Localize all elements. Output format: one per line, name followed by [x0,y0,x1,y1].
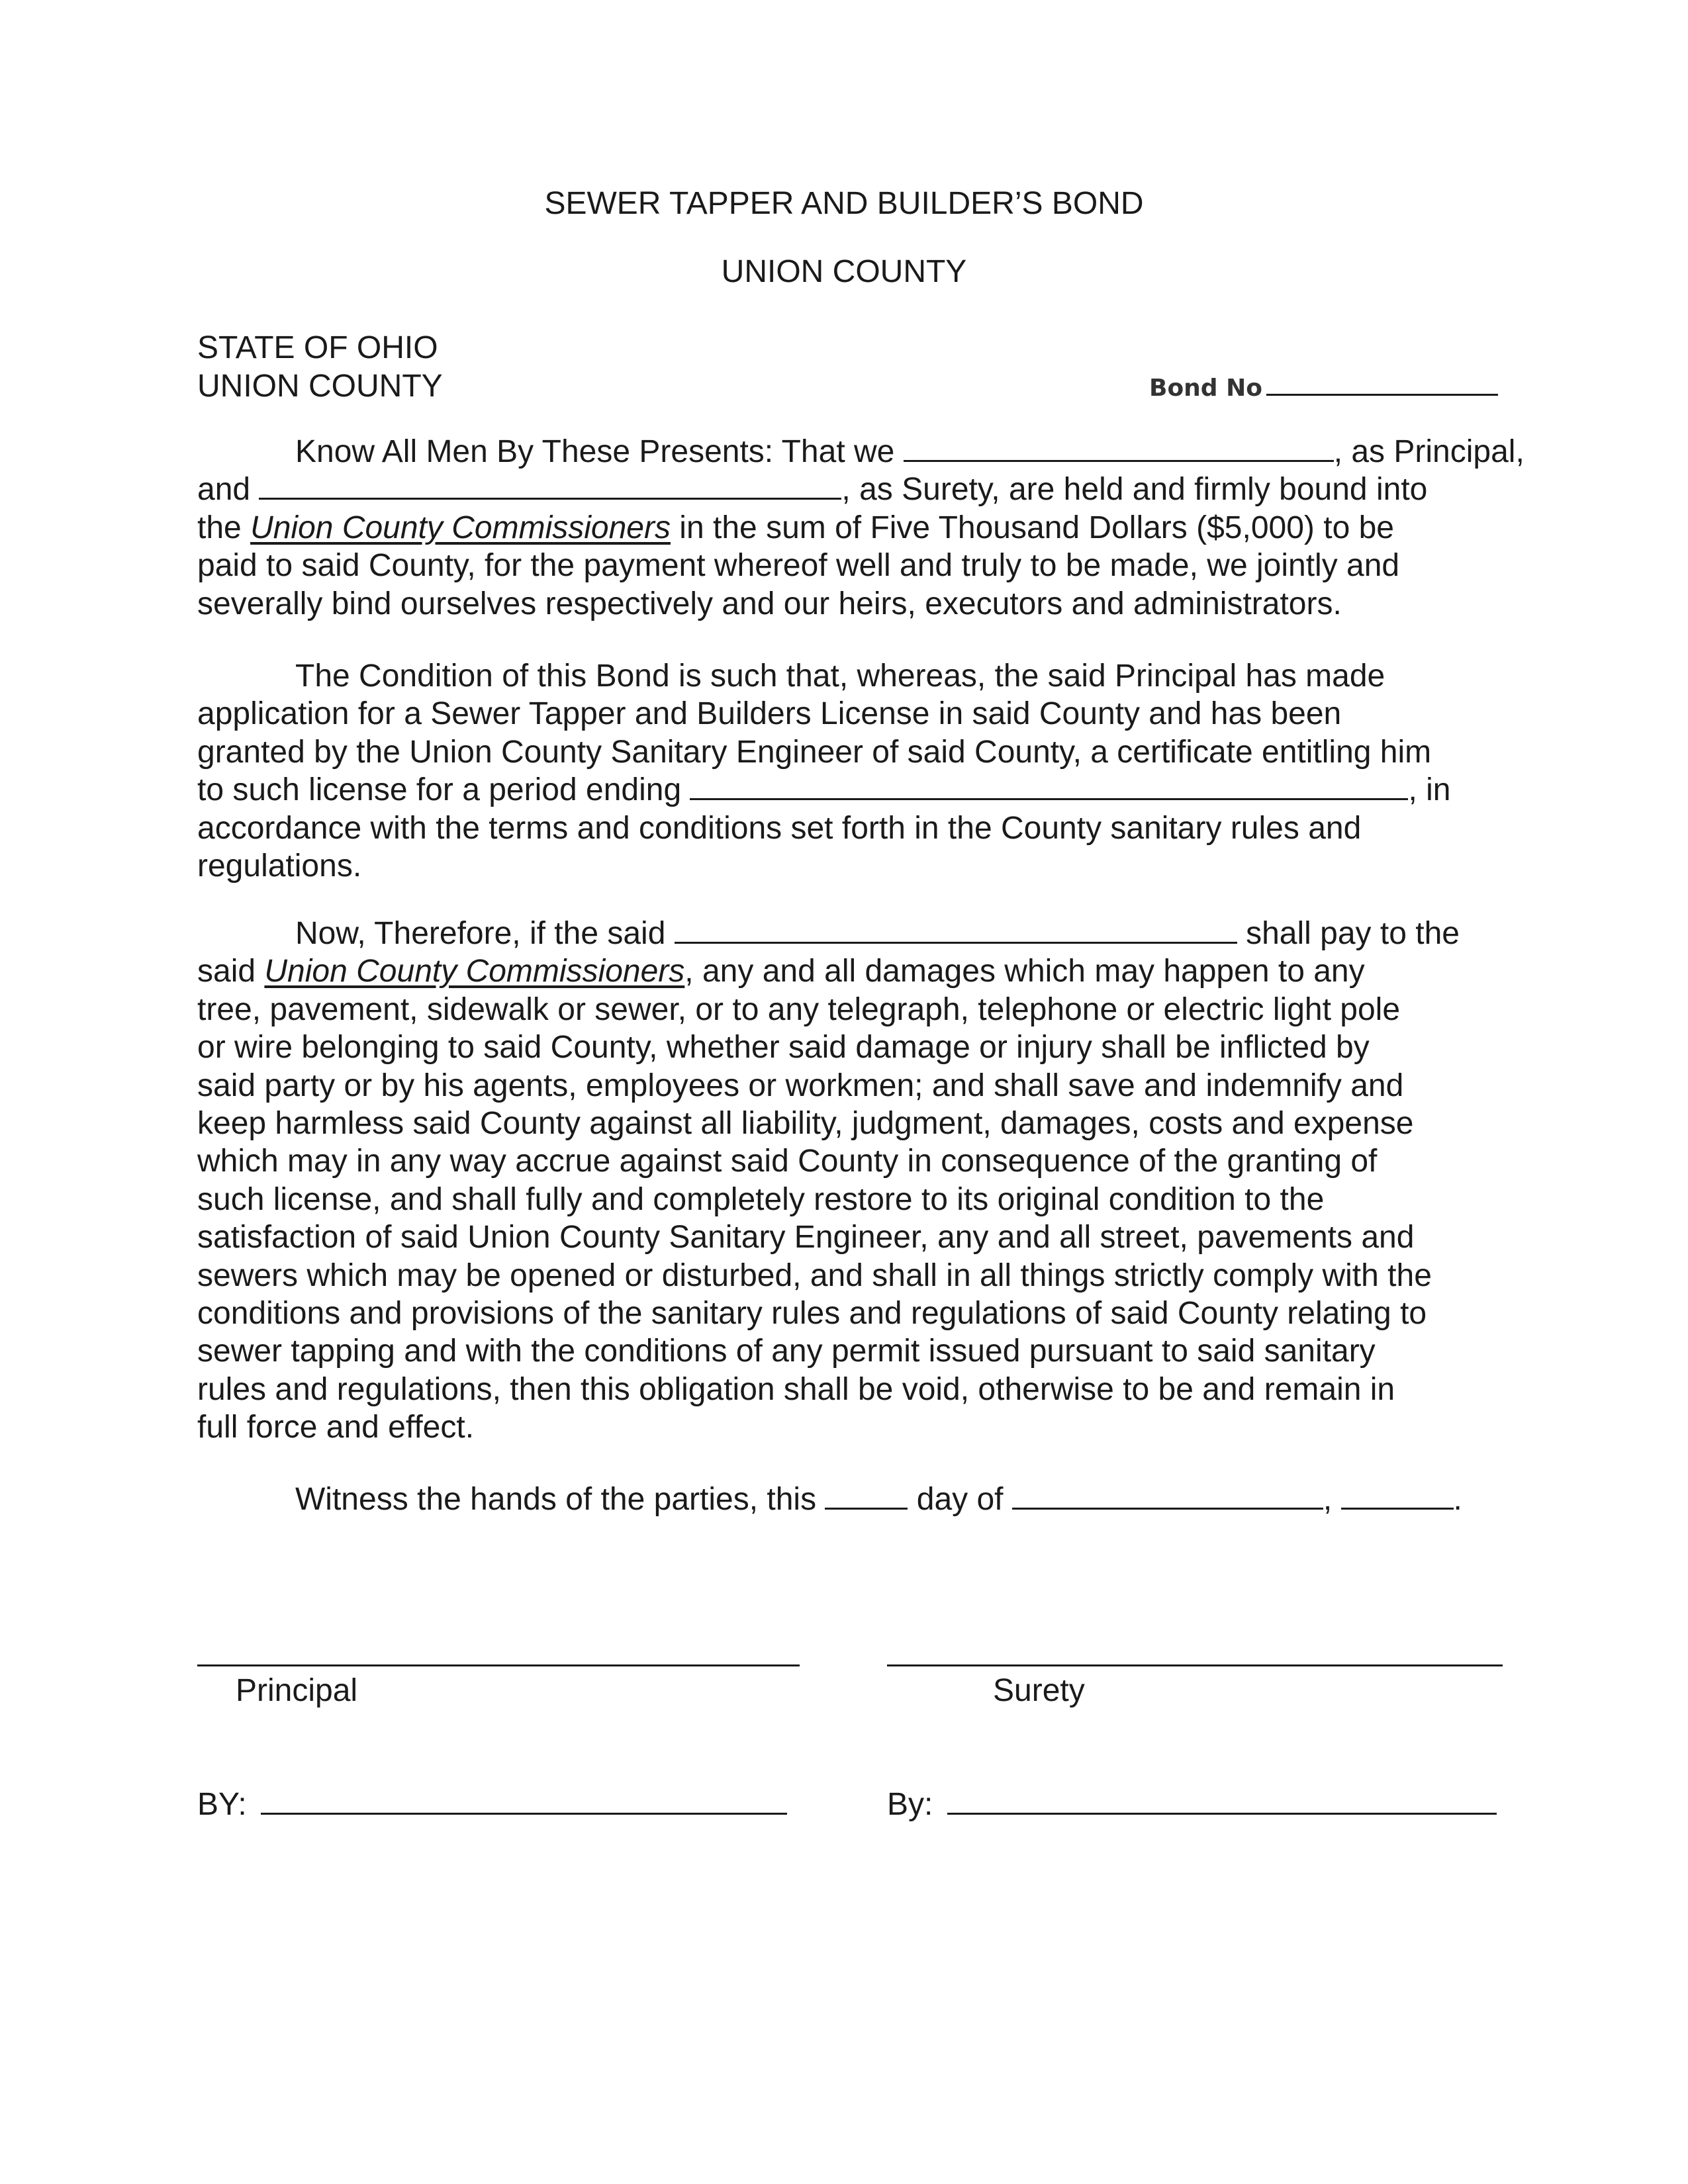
day-blank[interactable] [825,1481,908,1510]
paragraph-line: which may in any way accrue against said County in consequence of the granting of [197,1144,1378,1179]
paragraph-line: granted by the Union County Sanitary Engineer of said County, a certificate entitling him [197,734,1432,770]
document-title: SEWER TAPPER AND BUILDER’S BOND [544,186,1144,221]
text-run: Witness the hands of the parties, this [295,1482,825,1517]
paragraph-line: sewers which may be opened or disturbed, and shall in all things strictly comply with the [197,1257,1432,1293]
bond-number-label: Bond No [1149,375,1262,402]
paragraph-line: or wire belonging to said County, whether said damage or injury shall be inflicted by [197,1030,1370,1066]
paragraph-line [197,771,1495,809]
paragraph-line: such license, and shall fully and completely restore to its original condition to the [197,1181,1325,1217]
paragraph-line: application for a Sewer Tapper and Builders License in said County and has been [197,696,1342,732]
party-name-blank[interactable] [675,915,1237,944]
text-run: Now, Therefore, if the said [295,916,675,951]
document-subtitle: UNION COUNTY [721,254,967,289]
paragraph-line: full force and effect. [197,1410,475,1445]
paragraph-line [197,471,1495,508]
text-run: said [197,954,265,989]
text-run: , as Surety, are held and firmly bound into [841,472,1428,508]
text-run: , any and all damages which may happen to any [684,954,1365,989]
text-run: Know All Men By These Presents: That we [295,434,904,469]
paragraph-line: sewer tapping and with the conditions of any permit issued pursuant to said sanitary [197,1334,1376,1369]
text-run: . [1453,1482,1462,1517]
paragraph-line: satisfaction of said Union County Sanitary Engineer, any and all street, pavements and [197,1220,1415,1255]
paragraph-line: said party or by his agents, employees or workmen; and shall save and indemnify and [197,1068,1404,1103]
paragraph-line: keep harmless said County against all liability, judgment, damages, costs and expense [197,1106,1414,1142]
paragraph-line: regulations. [197,848,362,884]
paragraph-line: rules and regulations, then this obligation shall be void, otherwise to be and remain in [197,1371,1395,1407]
paragraph-line: tree, pavement, sidewalk or sewer, or to any telegraph, telephone or electric light pole [197,991,1401,1027]
surety-signature-line[interactable] [887,1664,1503,1666]
surety-by-blank[interactable] [947,1786,1497,1815]
jurisdiction-block [197,329,443,406]
paragraph-line [197,433,1524,471]
text-run: , [1323,1482,1341,1517]
paragraph-line: conditions and provisions of the sanitary rules and regulations of said County relating to [197,1296,1427,1332]
month-blank[interactable] [1012,1481,1323,1510]
text-run: shall pay to the [1237,916,1460,951]
surety-by-label: By: [887,1787,933,1822]
surety-name-blank[interactable] [259,471,841,500]
period-ending-blank[interactable] [690,772,1408,800]
text-run: , in [1408,772,1451,808]
paragraph-line: severally bind ourselves respectively and our heirs, executors and administrators. [197,586,1342,621]
paragraph-obligation [197,915,1495,1447]
bond-number-blank[interactable] [1266,374,1498,396]
principal-by-blank[interactable] [261,1786,787,1815]
principal-label: Principal [236,1673,358,1708]
paragraph-parties [197,433,1524,623]
text-run: day of [908,1482,1012,1517]
principal-by-row [197,1785,787,1825]
text-run: to such license for a period ending [197,772,690,808]
paragraph-line: accordance with the terms and conditions set forth in the County sanitary rules and [197,810,1362,846]
principal-by-label: BY: [197,1787,247,1822]
text-run: in the sum of Five Thousand Dollars ($5,000) to be [670,510,1394,545]
paragraph-line [197,952,1495,990]
text-run: and [197,472,259,508]
text-run: the [197,510,251,545]
paragraph-line [197,509,1495,547]
surety-by-row [887,1785,1497,1825]
paragraph-line: paid to said County, for the payment whereof well and truly to be made, we jointly and [197,548,1400,584]
paragraph-line [197,915,1495,952]
year-blank[interactable] [1341,1481,1454,1510]
commissioners-reference: Union County Commissioners [250,510,671,545]
principal-name-blank[interactable] [904,433,1334,462]
witness-line [197,1480,1495,1518]
text-run: , as Principal, [1333,434,1524,469]
paragraph-condition [197,657,1495,885]
paragraph-line [197,1480,1495,1518]
bond-number-field [1149,372,1498,405]
commissioners-reference: Union County Commissioners [264,954,685,989]
surety-label: Surety [993,1673,1085,1708]
paragraph-line: The Condition of this Bond is such that, whereas, the said Principal has made [295,659,1385,694]
principal-signature-line[interactable] [197,1664,800,1666]
county-label: UNION COUNTY [197,369,443,404]
state-label: STATE OF OHIO [197,330,438,365]
